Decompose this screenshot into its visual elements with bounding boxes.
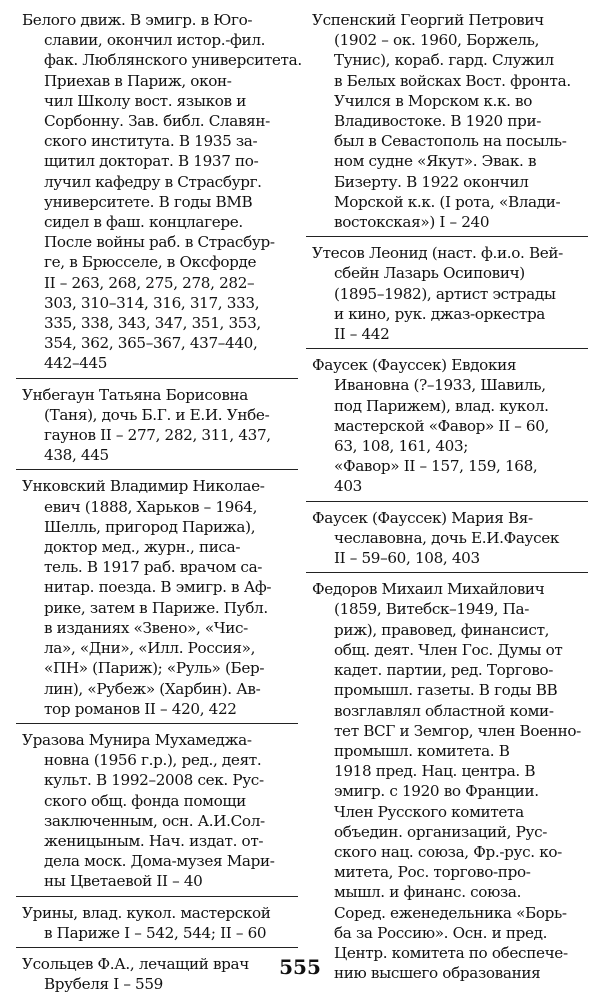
entry-line: кадет. партии, ред. Торгово- — [334, 661, 553, 680]
entry-line: культ. В 1992–2008 сек. Рус- — [44, 771, 264, 790]
entry-separator — [16, 469, 298, 470]
entry-line: под Парижем), влад. кукол. — [334, 396, 549, 415]
index-entry — [22, 385, 292, 466]
index-entry — [22, 730, 292, 892]
entry-line: новна (1956 г.р.), ред., деят. — [44, 751, 262, 770]
entry-line: Фаусек (Фауссек) Евдокия — [312, 356, 517, 375]
entry-line: лин), «Рубеж» (Харбин). Ав- — [44, 679, 261, 698]
entry-separator — [16, 896, 298, 897]
entry-line: ского института. В 1935 за- — [44, 132, 258, 151]
entry-line: нию высшего образования — [334, 964, 541, 983]
entry-line: 442–445 — [44, 354, 108, 373]
entry-line: возглавлял областной коми- — [334, 701, 554, 720]
entry-line: После войны раб. в Страсбур- — [44, 233, 275, 252]
entry-line: и кино, рук. джаз-оркестра — [334, 304, 546, 323]
entry-line: ге, в Брюсселе, в Оксфорде — [44, 253, 257, 272]
entry-separator — [16, 947, 298, 948]
index-entry — [312, 243, 582, 344]
entry-line: ба за Россию». Осн. и пред. — [334, 923, 548, 942]
entry-line: нитар. поезда. В эмигр. в Аф- — [44, 578, 272, 597]
entry-line: дела моск. Дома-музея Мари- — [44, 852, 275, 871]
entry-line: Унбегаун Татьяна Борисовна — [22, 385, 248, 404]
entry-line: Белого движ. В эмигр. в Юго- — [22, 11, 253, 29]
entry-line: мышл. и финанс. союза. — [334, 883, 522, 902]
entry-line: Соред. еженедельника «Борь- — [334, 903, 567, 922]
entry-separator — [306, 236, 588, 237]
entry-line: 335, 338, 343, 347, 351, 353, — [44, 314, 261, 333]
entry-line: был в Севастополь на посыль- — [334, 132, 567, 151]
entry-line: «Фавор» II – 157, 159, 168, — [334, 457, 538, 476]
entry-line: общ. деят. Член Гос. Думы от — [334, 640, 563, 659]
entry-separator — [306, 501, 588, 502]
entry-line: университете. В годы ВМВ — [44, 192, 253, 211]
entry-line: 63, 108, 161, 403; — [334, 437, 469, 456]
entry-line: евич (1888, Харьков – 1964, — [44, 497, 258, 516]
entry-line: ского общ. фонда помощи — [44, 791, 246, 810]
page-number: 555 — [279, 955, 321, 979]
entry-line: тель. В 1917 раб. врачом са- — [44, 558, 263, 577]
entry-line: эмигр. с 1920 во Франции. — [334, 782, 539, 801]
entry-line: II – 59–60, 108, 403 — [334, 549, 480, 568]
entry-line: ла», «Дни», «Илл. Россия», — [44, 639, 256, 658]
entry-line: 354, 362, 365–367, 437–440, — [44, 334, 258, 353]
index-entry — [22, 903, 292, 943]
entry-line: в Париже I – 542, 544; II – 60 — [44, 923, 267, 942]
entry-line: (1902 – ок. 1960, Боржель, — [334, 31, 540, 50]
entry-line: ном судне «Якут». Эвак. в — [334, 152, 537, 171]
entry-line: Фаусек (Фауссек) Мария Вя- — [312, 508, 533, 527]
entry-separator — [16, 378, 298, 379]
entry-line: рике, затем в Париже. Публ. — [44, 598, 268, 617]
entry-line: Усольцев Ф.А., лечащий врач — [22, 954, 249, 973]
entry-separator — [306, 348, 588, 349]
entry-line: фак. Люблянского университета. — [44, 51, 302, 70]
entry-line: промышл. комитета. В — [334, 741, 510, 760]
entry-line: Врубеля I – 559 — [44, 975, 163, 994]
entry-line: Владивостоке. В 1920 при- — [334, 112, 542, 131]
entry-line: женицыным. Нач. издат. от- — [44, 831, 264, 850]
entry-line: мастерской «Фавор» II – 60, — [334, 416, 550, 435]
entry-line: II – 263, 268, 275, 278, 282– — [44, 273, 255, 292]
entry-line: гаунов II – 277, 282, 311, 437, — [44, 426, 271, 445]
entry-line: (1859, Витебск–1949, Па- — [334, 600, 529, 619]
entry-line: Успенский Георгий Петрович — [312, 11, 544, 29]
entry-line: Ивановна (?–1933, Шавиль, — [334, 376, 546, 395]
index-entry — [22, 10, 302, 374]
entry-line: II – 442 — [334, 325, 390, 344]
entry-line: Учился в Морском к.к. во — [334, 91, 533, 110]
entry-line: 438, 445 — [44, 446, 109, 465]
entry-line: риж), правовед, финансист, — [334, 620, 550, 639]
entry-line: востокская») I – 240 — [334, 213, 490, 232]
entry-line: 403 — [334, 477, 362, 496]
entry-line: сбейн Лазарь Осипович) — [334, 264, 525, 283]
index-entry — [312, 355, 582, 496]
entry-line: Урины, влад. кукол. мастерской — [22, 903, 271, 922]
entry-line: 1918 пред. Нац. центра. В — [334, 762, 536, 781]
entry-line: (1895–1982), артист эстрады — [334, 284, 556, 303]
entry-separator — [306, 572, 588, 573]
entry-line: заключенным, осн. А.И.Сол- — [44, 811, 265, 830]
entry-line: сидел в фаш. концлагере. — [44, 213, 243, 232]
entry-line: тет ВСГ и Земгор, член Военно- — [334, 721, 581, 740]
entry-line: Центр. комитета по обеспече- — [334, 943, 568, 962]
entry-line: 303, 310–314, 316, 317, 333, — [44, 293, 260, 312]
index-entry — [312, 508, 582, 569]
entry-line: щитил докторат. В 1937 по- — [44, 152, 259, 171]
entry-line: чил Школу вост. языков и — [44, 91, 246, 110]
entry-line: (Таня), дочь Б.Г. и Е.И. Унбе- — [44, 405, 270, 424]
entry-line: митета, Рос. торгово-про- — [334, 863, 531, 882]
entry-line: промышл. газеты. В годы ВВ — [334, 681, 558, 700]
entry-line: Унковский Владимир Николае- — [22, 477, 265, 496]
index-entry — [22, 476, 292, 718]
entry-line: лучил кафедру в Страсбург. — [44, 172, 262, 191]
entry-line: Уразова Мунира Мухамеджа- — [22, 730, 252, 749]
entry-line: ны Цветаевой II – 40 — [44, 872, 203, 891]
entry-line: Федоров Михаил Михайлович — [312, 580, 545, 599]
entry-line: славии, окончил истор.-фил. — [44, 31, 266, 50]
index-entry — [312, 10, 582, 232]
entry-line: доктор мед., журн., писа- — [44, 538, 241, 557]
entry-line: тор романов II – 420, 422 — [44, 699, 237, 718]
entry-line: объедин. организаций, Рус- — [334, 822, 548, 841]
entry-line: ского нац. союза, Фр.-рус. ко- — [334, 842, 562, 861]
entry-line: Шелль, пригород Парижа), — [44, 517, 256, 536]
entry-line: «ПН» (Париж); «Руль» (Бер- — [44, 659, 265, 678]
entry-separator — [16, 723, 298, 724]
right-column — [312, 10, 582, 983]
entry-line: Сорбонну. Зав. библ. Славян- — [44, 112, 270, 131]
entry-line: чеславовна, дочь Е.И.Фаусек — [334, 528, 560, 547]
entry-line: в Белых войсках Вост. фронта. — [334, 71, 571, 90]
entry-line: в изданиях «Звено», «Чис- — [44, 618, 248, 637]
entry-line: Морской к.к. (I рота, «Влади- — [334, 192, 561, 211]
index-entry — [312, 579, 582, 983]
entry-line: Утесов Леонид (наст. ф.и.о. Вей- — [312, 244, 563, 263]
entry-line: Член Русского комитета — [334, 802, 524, 821]
entry-line: Бизерту. В 1922 окончил — [334, 172, 529, 191]
entry-line: Тунис), кораб. гард. Служил — [334, 51, 554, 70]
entry-line: Приехав в Париж, окон- — [44, 71, 232, 90]
